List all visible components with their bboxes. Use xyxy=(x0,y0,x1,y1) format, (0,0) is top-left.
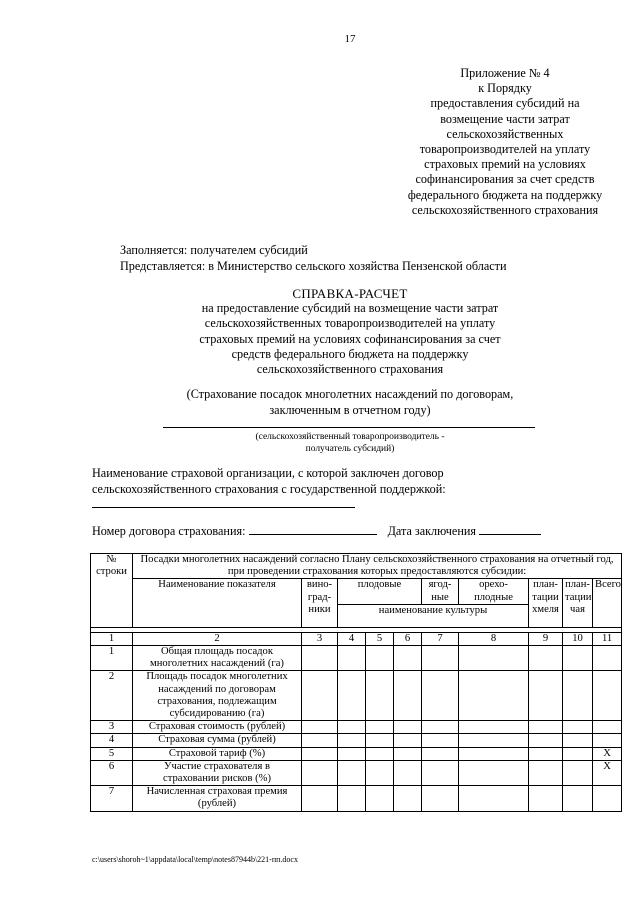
data-cell[interactable] xyxy=(302,760,338,785)
producer-caption-line: (сельскохозяйственный товаропроизводитель - xyxy=(255,432,445,442)
data-cell[interactable] xyxy=(459,747,529,760)
data-cell[interactable] xyxy=(529,747,563,760)
page-number: 17 xyxy=(344,33,356,45)
data-cell[interactable] xyxy=(394,646,422,671)
header-fruit: плодовые xyxy=(338,579,422,604)
data-cell[interactable] xyxy=(338,747,366,760)
header-indicator: Наименование показателя xyxy=(133,579,302,627)
data-cell[interactable] xyxy=(338,786,366,811)
data-cell[interactable] xyxy=(529,646,563,671)
data-cell[interactable] xyxy=(422,786,459,811)
table-row xyxy=(91,734,622,747)
contract-number-label: Номер договора страхования: xyxy=(92,524,246,538)
data-cell[interactable] xyxy=(366,760,394,785)
column-number: 7 xyxy=(422,632,459,645)
row-number: 5 xyxy=(91,747,133,760)
row-number: 6 xyxy=(91,760,133,785)
appendix-line: Приложение № 4 xyxy=(460,66,550,80)
appendix-line: к Порядку xyxy=(478,81,532,96)
producer-caption-line: получатель субсидий) xyxy=(305,444,395,454)
row-indicator: Страховая стоимость (рублей) xyxy=(133,721,302,734)
title-main: СПРАВКА-РАСЧЕТ xyxy=(292,286,408,301)
data-cell[interactable] xyxy=(302,646,338,671)
data-cell[interactable] xyxy=(422,671,459,721)
contract-date-blank[interactable] xyxy=(479,533,541,535)
footer-file-path: c:\users\shoroh~1\appdata\local\temp\notes87944b\221-пп.docx xyxy=(92,855,298,864)
data-cell[interactable] xyxy=(366,786,394,811)
row-number: 7 xyxy=(91,786,133,811)
data-cell[interactable] xyxy=(563,747,593,760)
column-number: 10 xyxy=(563,632,593,645)
title-line: страховых премий на условиях софинансирования за счет xyxy=(199,331,501,346)
data-cell[interactable] xyxy=(422,734,459,747)
title-line: на предоставление субсидий на возмещение части затрат xyxy=(201,301,499,316)
data-cell[interactable] xyxy=(529,671,563,721)
fill-info xyxy=(120,243,507,274)
data-cell[interactable] xyxy=(366,747,394,760)
data-cell[interactable] xyxy=(394,734,422,747)
insurer-blank-line[interactable] xyxy=(92,507,355,508)
insurer-label-line: Наименование страховой организации, с которой заключен договор xyxy=(92,466,444,480)
column-number: 2 xyxy=(133,632,302,645)
data-cell[interactable] xyxy=(563,721,593,734)
data-cell[interactable] xyxy=(302,786,338,811)
data-cell[interactable] xyxy=(366,721,394,734)
data-cell[interactable] xyxy=(338,646,366,671)
data-cell[interactable] xyxy=(459,734,529,747)
title-line: средств федерального бюджета на поддержку xyxy=(231,346,469,361)
data-cell[interactable] xyxy=(563,786,593,811)
appendix-reference xyxy=(385,66,625,218)
data-cell[interactable] xyxy=(302,671,338,721)
column-number: 11 xyxy=(593,632,622,645)
data-cell[interactable] xyxy=(302,747,338,760)
data-cell[interactable] xyxy=(563,734,593,747)
row-indicator: Площадь посадок многолетних насаждений по договорам страхования, подлежащим субсидированию (га) xyxy=(133,671,302,721)
data-cell[interactable] xyxy=(366,646,394,671)
data-cell[interactable] xyxy=(563,646,593,671)
producer-caption xyxy=(150,431,550,455)
table-row xyxy=(91,786,622,811)
data-cell[interactable] xyxy=(529,760,563,785)
data-cell[interactable] xyxy=(366,671,394,721)
data-cell[interactable] xyxy=(302,734,338,747)
total-cell[interactable] xyxy=(593,721,622,734)
table-row xyxy=(91,671,622,721)
row-number: 3 xyxy=(91,721,133,734)
appendix-line: сельскохозяйственных xyxy=(446,126,564,141)
total-cell[interactable] xyxy=(593,734,622,747)
table-row xyxy=(91,760,622,785)
data-cell[interactable] xyxy=(563,760,593,785)
column-number: 5 xyxy=(366,632,394,645)
data-cell[interactable] xyxy=(459,786,529,811)
document-title xyxy=(150,286,550,377)
row-number: 4 xyxy=(91,734,133,747)
header-berries: ягод- ные xyxy=(422,579,459,604)
column-number: 6 xyxy=(394,632,422,645)
insurer-label xyxy=(92,465,622,497)
table-row xyxy=(91,646,622,671)
row-indicator: Начисленная страховая премия (рублей) xyxy=(133,786,302,811)
data-cell[interactable] xyxy=(563,671,593,721)
appendix-line: сельскохозяйственного страхования xyxy=(411,202,599,217)
title-line: сельскохозяйственного страхования xyxy=(256,362,444,377)
column-number: 3 xyxy=(302,632,338,645)
column-number: 1 xyxy=(91,632,133,645)
data-cell[interactable] xyxy=(529,734,563,747)
total-cell[interactable] xyxy=(593,646,622,671)
appendix-line: товаропроизводителей на уплату xyxy=(419,142,591,157)
header-total: Всего xyxy=(593,579,622,627)
appendix-line: предоставления субсидий на xyxy=(430,96,580,111)
data-cell[interactable] xyxy=(394,786,422,811)
data-cell[interactable] xyxy=(338,671,366,721)
data-cell[interactable] xyxy=(459,760,529,785)
header-crop-name: наименование культуры xyxy=(338,604,529,627)
data-cell[interactable] xyxy=(338,760,366,785)
header-hops: план- тации хмеля xyxy=(529,579,563,627)
appendix-line: страховых премий на условиях xyxy=(424,157,586,172)
total-cell[interactable] xyxy=(593,671,622,721)
insurance-type xyxy=(150,387,550,418)
header-row-number: № строки xyxy=(91,554,133,628)
insurance-type-line: заключенным в отчетном году) xyxy=(269,402,431,417)
row-number: 2 xyxy=(91,671,133,721)
row-indicator: Общая площадь посадок многолетних насаждений (га) xyxy=(133,646,302,671)
data-cell[interactable] xyxy=(338,721,366,734)
contract-row xyxy=(92,524,541,539)
column-number: 9 xyxy=(529,632,563,645)
data-cell[interactable] xyxy=(459,646,529,671)
title-line: сельскохозяйственных товаропроизводителей на уплату xyxy=(204,316,496,331)
header-tea: план- тации чая xyxy=(563,579,593,627)
data-cell[interactable] xyxy=(338,734,366,747)
appendix-line: возмещение части затрат xyxy=(440,111,570,126)
subsidy-table xyxy=(90,553,622,812)
insurer-label-line: сельскохозяйственного страхования с государственной поддержкой: xyxy=(92,482,446,496)
header-plantings: Посадки многолетних насаждений согласно Плану сельскохозяйственного страхования на отчетный год, при проведении страхования которых предоставляются субсидии: xyxy=(133,554,622,579)
appendix-line: федерального бюджета на поддержку xyxy=(407,187,603,202)
data-cell[interactable] xyxy=(422,646,459,671)
submitted-to-text: Представляется: в Министерство сельского хозяйства Пензенской области xyxy=(120,258,507,273)
row-indicator: Страховая сумма (рублей) xyxy=(133,734,302,747)
contract-number-blank[interactable] xyxy=(249,533,377,535)
row-number: 1 xyxy=(91,646,133,671)
data-cell[interactable] xyxy=(394,747,422,760)
data-cell[interactable] xyxy=(394,671,422,721)
total-cell: Х xyxy=(593,747,622,760)
filled-by-text: Заполняется: получателем субсидий xyxy=(120,243,308,257)
table-row xyxy=(91,747,622,760)
data-cell[interactable] xyxy=(529,786,563,811)
contract-date-label: Дата заключения xyxy=(387,524,476,538)
table-row xyxy=(91,721,622,734)
appendix-line: софинансирования за счет средств xyxy=(415,172,595,187)
data-cell[interactable] xyxy=(422,747,459,760)
data-cell[interactable] xyxy=(394,721,422,734)
data-cell[interactable] xyxy=(394,760,422,785)
column-number: 8 xyxy=(459,632,529,645)
producer-blank-line[interactable] xyxy=(163,427,535,428)
header-vineyards: вино- град- ники xyxy=(302,579,338,627)
column-number-row xyxy=(91,632,622,645)
data-cell[interactable] xyxy=(459,721,529,734)
insurance-type-line: (Страхование посадок многолетних насаждений по договорам, xyxy=(186,387,514,401)
data-cell[interactable] xyxy=(366,734,394,747)
row-indicator: Страховой тариф (%) xyxy=(133,747,302,760)
data-cell[interactable] xyxy=(302,721,338,734)
data-cell[interactable] xyxy=(422,760,459,785)
total-cell: Х xyxy=(593,760,622,785)
data-cell[interactable] xyxy=(459,671,529,721)
row-indicator: Участие страхователя в страховании рисков (%) xyxy=(133,760,302,785)
data-cell[interactable] xyxy=(529,721,563,734)
data-cell[interactable] xyxy=(422,721,459,734)
total-cell[interactable] xyxy=(593,786,622,811)
header-nut: орехо- плодные xyxy=(459,579,529,604)
column-number: 4 xyxy=(338,632,366,645)
